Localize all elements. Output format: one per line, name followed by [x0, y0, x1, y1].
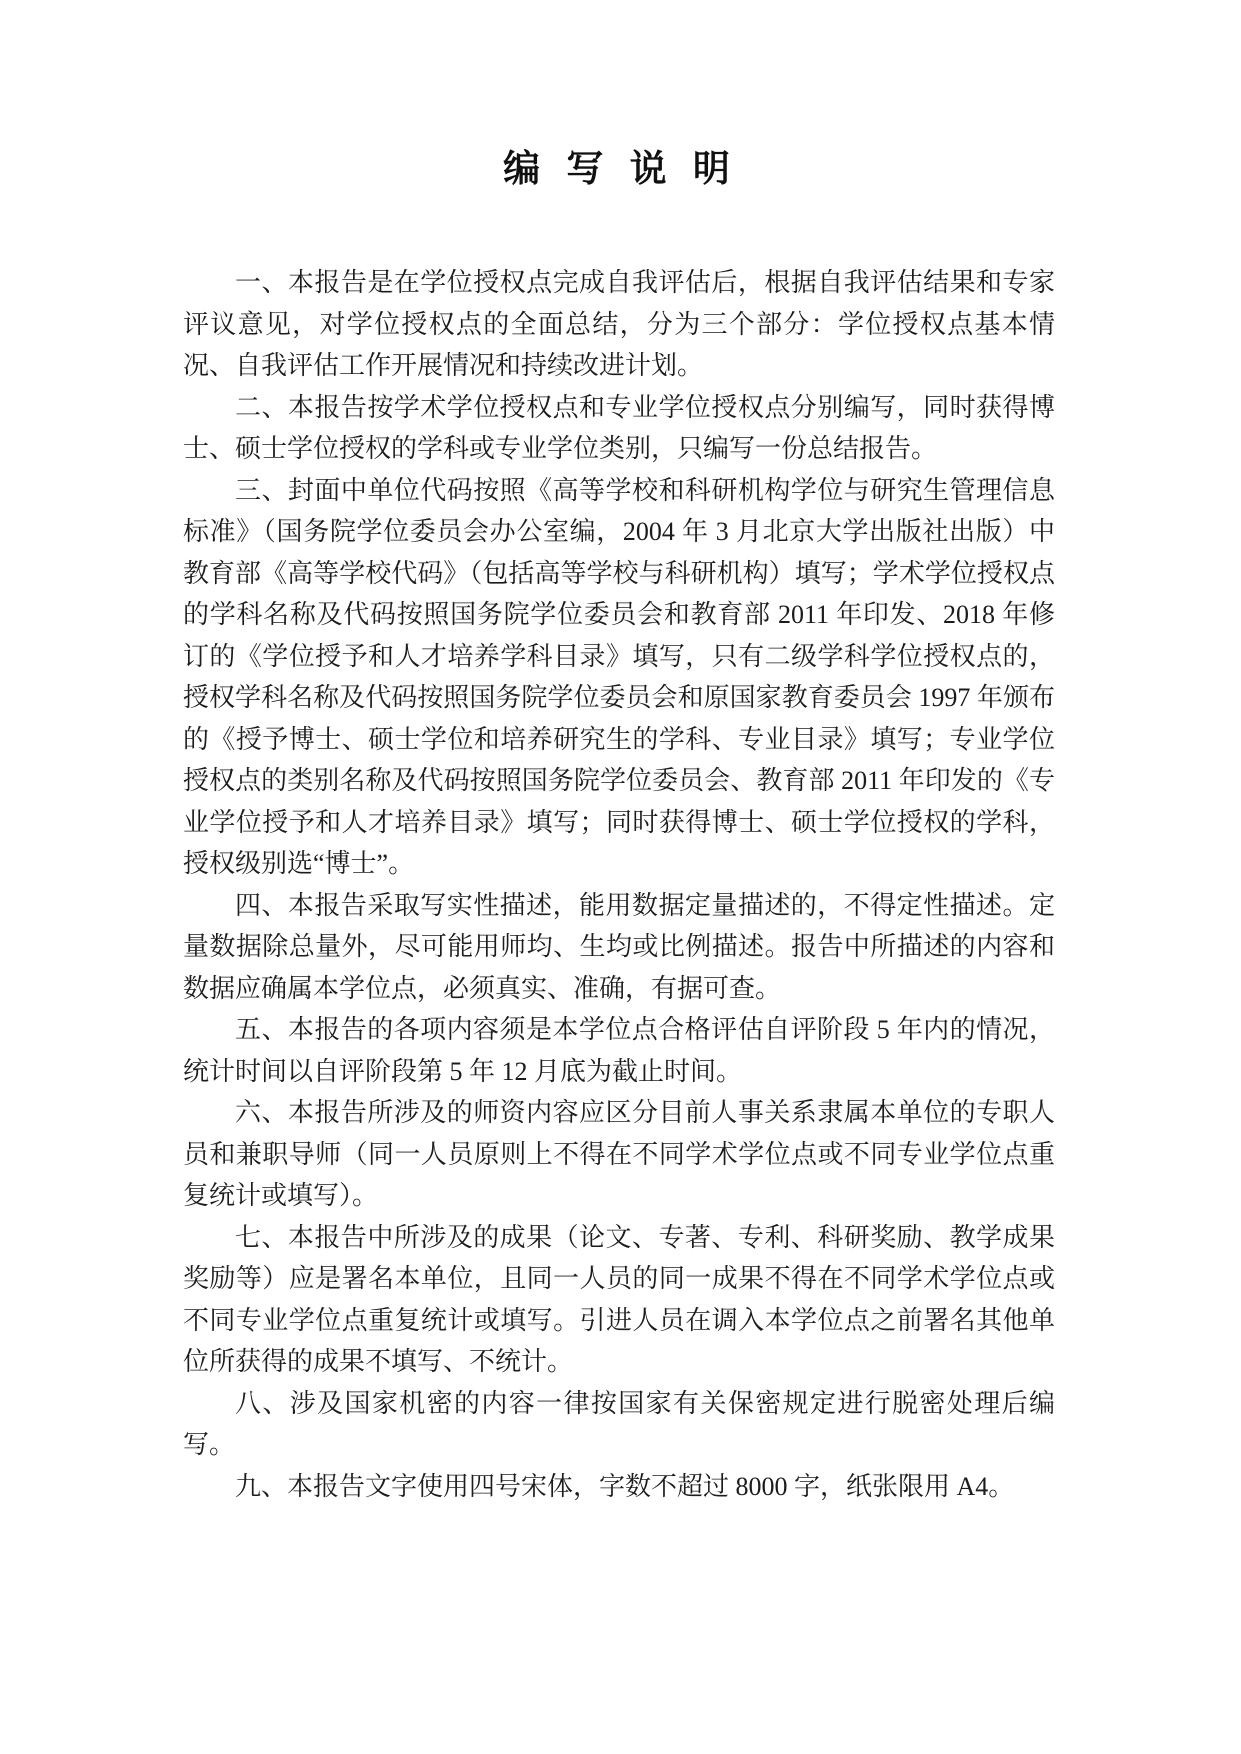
document-body	[183, 262, 1055, 1507]
paragraph-2: 二、本报告按学术学位授权点和专业学位授权点分别编写，同时获得博士、硕士学位授权的学科或专业学位类别，只编写一份总结报告。	[183, 392, 1055, 463]
paragraph-1: 一、本报告是在学位授权点完成自我评估后，根据自我评估结果和专家评议意见，对学位授权点的全面总结，分为三个部分：学位授权点基本情况、自我评估工作开展情况和持续改进计划。	[183, 268, 1055, 380]
paragraph-5: 五、本报告的各项内容须是本学位点合格评估自评阶段 5 年内的情况，统计时间以自评阶段第 5 年 12 月底为截止时间。	[183, 1015, 1055, 1086]
paragraph-7: 七、本报告中所涉及的成果（论文、专著、专利、科研奖励、教学成果奖励等）应是署名本单位，且同一人员的同一成果不得在不同学术学位点或不同专业学位点重复统计或填写。引进人员在调入本学位点之前署名其他单位所获得的成果不填写、不统计。	[183, 1222, 1055, 1376]
paragraph-9: 九、本报告文字使用四号宋体，字数不超过 8000 字，纸张限用 A4。	[235, 1471, 1015, 1501]
paragraph-6: 六、本报告所涉及的师资内容应区分目前人事关系隶属本单位的专职人员和兼职导师（同一人员原则上不得在不同学术学位点或不同专业学位点重复统计或填写）。	[183, 1098, 1055, 1210]
paragraph-4: 四、本报告采取写实性描述，能用数据定量描述的，不得定性描述。定量数据除总量外，尽可能用师均、生均或比例描述。报告中所描述的内容和数据应确属本学位点，必须真实、准确，有据可查。	[183, 890, 1055, 1003]
paragraph-8: 八、涉及国家机密的内容一律按国家有关保密规定进行脱密处理后编写。	[183, 1388, 1055, 1459]
paragraph-3: 三、封面中单位代码按照《高等学校和科研机构学位与研究生管理信息标准》（国务院学位委员会办公室编，2004 年 3 月北京大学出版社出版）中教育部《高等学校代码》（包括高等学校与科研机构）填写；学术学位授权点的学科名称及代码按照国务院学位委员会和教育部 2011 年印发、2018 年修订的《学位授予和人才培养学科目录》填写，只有二级学科学位授权点的，授权学科名称及代码按照国务院学位委员会和原国家教育委员会 1997 年颁布的《授予博士、硕士学位和培养研究生的学科、专业目录》填写；专业学位授权点的类别名称及代码按照国务院学位委员会、教育部 2011 年印发的《专业学位授予和人才培养目录》填写；同时获得博士、硕士学位授权的学科，授权级别选“博士”。	[183, 475, 1055, 878]
document-title: 编 写 说 明	[503, 148, 738, 189]
